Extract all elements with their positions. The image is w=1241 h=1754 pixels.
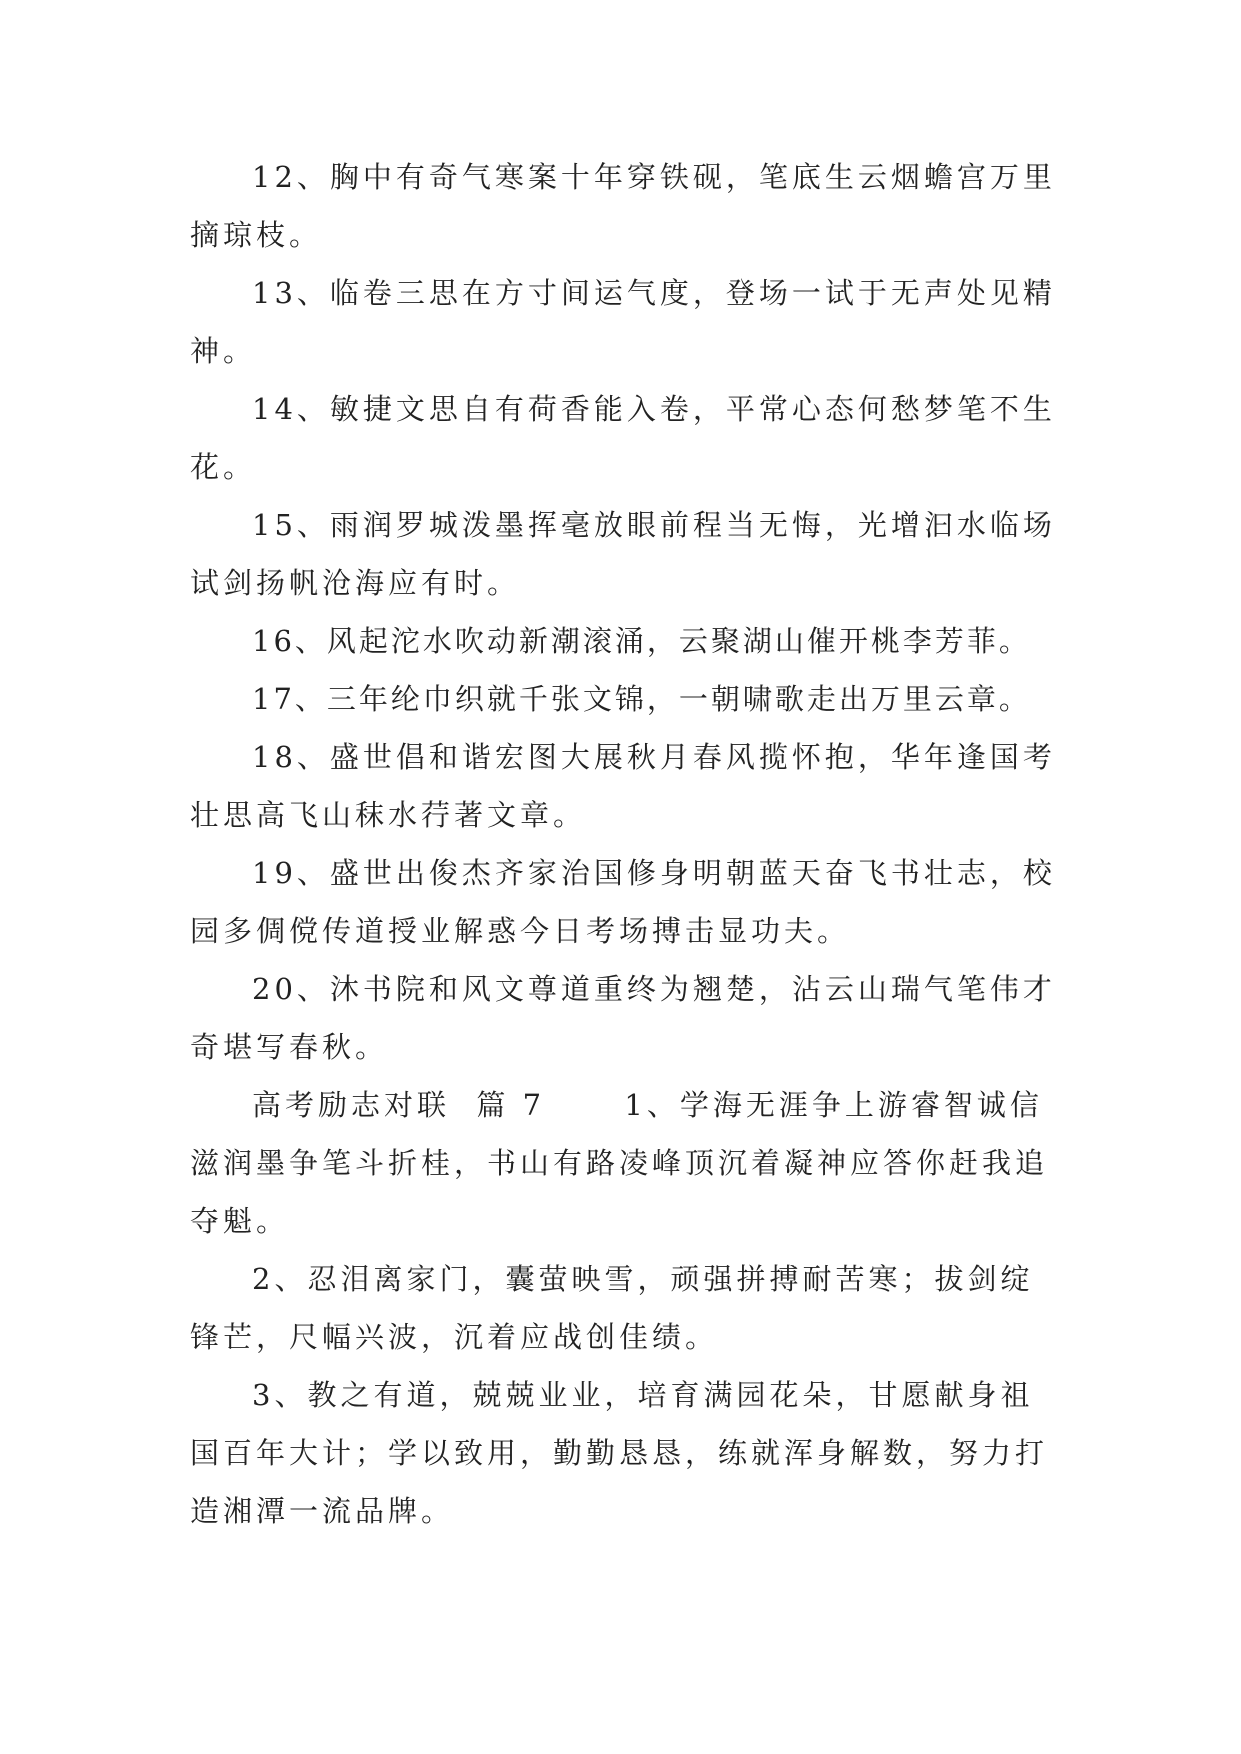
paragraph-2: 2、忍泪离家门，囊萤映雪，顽强拼搏耐苦寒；拔剑绽锋芒，尺幅兴波，沉着应战创佳绩。 xyxy=(190,1262,1034,1354)
paragraph-3: 3、教之有道，兢兢业业，培育满园花朵，甘愿献身祖国百年大计；学以致用，勤勤恳恳，练就浑身解数，努力打造湘潭一流品牌。 xyxy=(190,1378,1049,1528)
paragraph-16: 16、风起沱水吹动新潮滚涌，云聚湖山催开桃李芳菲。 xyxy=(252,624,1031,658)
paragraph-18: 18、盛世倡和谐宏图大展秋月春风揽怀抱，华年逢国考壮思高飞山秣水荇著文章。 xyxy=(190,740,1056,832)
paragraph-20: 20、沐书院和风文尊道重终为翘楚，沾云山瑞气笔伟才奇堪写春秋。 xyxy=(190,972,1056,1064)
paragraph-17: 17、三年纶巾织就千张文锦，一朝啸歌走出万里云章。 xyxy=(252,682,1031,716)
paragraph-13: 13、临卷三思在方寸间运气度，登场一试于无声处见精神。 xyxy=(190,276,1056,368)
section-heading-paragraph: 高考励志对联 篇 7 1、学海无涯争上游睿智诚信滋润墨争笔斗折桂，书山有路凌峰顶沉着凝神应答你赶我追夺魁。 xyxy=(190,1088,1049,1238)
paragraph-19: 19、盛世出俊杰齐家治国修身明朝蓝天奋飞书壮志，校园多倜傥传道授业解惑今日考场搏击显功夫。 xyxy=(190,856,1056,948)
paragraph-14: 14、敏捷文思自有荷香能入卷，平常心态何愁梦笔不生花。 xyxy=(190,392,1056,484)
paragraph-12: 12、胸中有奇气寒案十年穿铁砚，笔底生云烟蟾宫万里摘琼枝。 xyxy=(190,160,1056,252)
paragraph-15: 15、雨润罗城泼墨挥毫放眼前程当无悔，光增汩水临场试剑扬帆沧海应有时。 xyxy=(190,508,1056,600)
